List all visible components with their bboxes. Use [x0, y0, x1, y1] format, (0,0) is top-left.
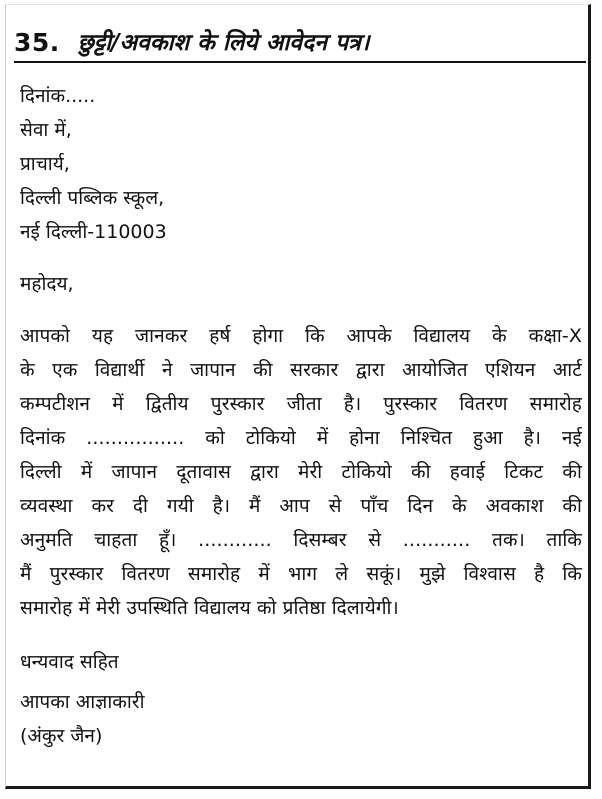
body-line: व्यवस्था कर दी गयी है। मैं आप से पाँच दिन के अवकाश की — [20, 495, 582, 517]
body-line: अनुमति चाहता हूँ। ............ दिसम्बर से ........... तक। ताकि — [20, 529, 582, 551]
recipient-designation: प्राचार्य, — [20, 153, 70, 175]
body-line: कम्पटीशन में द्वितीय पुरस्कार जीता है। पुरस्कार वितरण समारोह — [20, 393, 582, 415]
body-line: मैं पुरस्कार वितरण समारोह में भाग ले सकूं। मुझे विश्वास है कि — [20, 563, 582, 585]
letter-page — [5, 4, 591, 789]
body-line: समारोह में मेरी उपस्थिति विद्यालय को प्रतिष्ठा दिलायेगी। — [20, 597, 399, 619]
sender-name: (अंकुर जैन) — [20, 725, 103, 747]
closing-signoff: आपका आज्ञाकारी — [20, 691, 145, 713]
spacer — [20, 249, 582, 267]
body-line: के एक विद्यार्थी ने जापान की सरकार द्वारा आयोजित एशियन आर्ट — [20, 359, 582, 381]
spacer — [20, 301, 582, 319]
recipient-school: दिल्ली पब्लिक स्कूल, — [20, 187, 165, 209]
letter-body — [20, 319, 582, 625]
heading-number: 35. — [14, 28, 60, 57]
letter-heading — [14, 23, 586, 63]
date-line: दिनांक..... — [20, 85, 96, 107]
letter-content — [20, 79, 582, 753]
recipient-city: नई दिल्ली-110003 — [20, 221, 167, 243]
body-line: दिल्ली में जापान दूतावास द्वारा मेरी टोकियो की हवाई टिकट की — [20, 461, 582, 483]
greeting: महोदय, — [20, 273, 74, 295]
heading-title: छुट्टी/अवकाश के लिये आवेदन पत्र। — [77, 30, 370, 56]
body-line: आपको यह जानकर हर्ष होगा कि आपके विद्यालय के कक्षा-X — [20, 325, 582, 347]
closing-thanks: धन्यवाद सहित — [20, 651, 119, 673]
body-line: दिनांक ................ को टोकियो में होना निश्चित हुआ है। नई — [20, 427, 582, 449]
salutation-to: सेवा में, — [20, 119, 72, 141]
spacer — [20, 625, 582, 645]
